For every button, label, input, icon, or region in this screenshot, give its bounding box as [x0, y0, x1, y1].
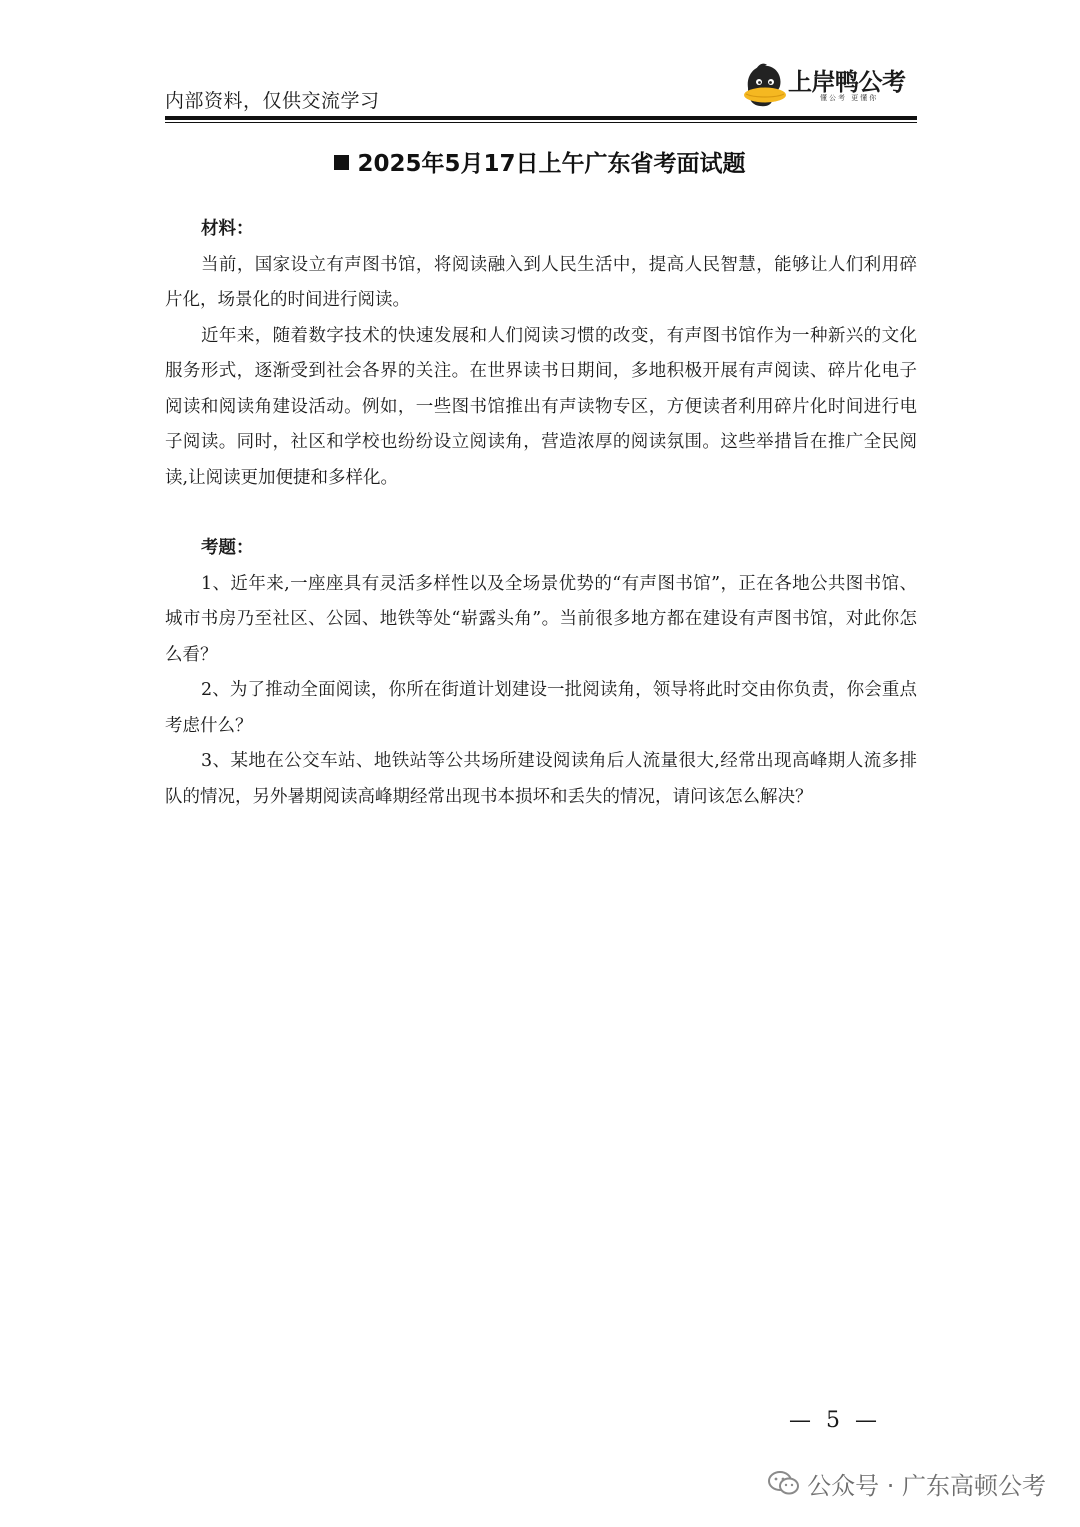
- page-title: [0, 145, 1080, 178]
- page-title-text: 2025年5月17日上午广东省考面试题: [357, 151, 746, 177]
- question-item: 1、近年来,一座座具有灵活多样性以及全场景优势的“有声图书馆”，正在各地公共图书馆、城市书房乃至社区、公园、地铁等处“崭露头角”。当前很多地方都在建设有声图书馆，对此你怎么看？: [165, 573, 917, 665]
- question-item: 3、某地在公交车站、地铁站等公共场所建设阅读角后人流量很大,经常出现高峰期人流多排队的情况，另外暑期阅读高峰期经常出现书本损坏和丢失的情况，请问该怎么解决？: [165, 751, 917, 807]
- header-note: 内部资料，仅供交流学习: [165, 90, 380, 112]
- document-body: [165, 212, 917, 815]
- material-label: 材料：: [201, 219, 254, 239]
- questions-label: 考题：: [201, 538, 254, 558]
- section-gap: [165, 496, 917, 531]
- watermark-text: 公众号 · 广东高顿公考: [807, 1471, 1046, 1500]
- wechat-icon: [767, 1469, 801, 1497]
- question-item: 2、为了推动全面阅读，你所在街道计划建设一批阅读角，领导将此时交由你负责，你会重点考虑什么？: [165, 680, 917, 736]
- logo-name: 上岸鸭公考: [788, 68, 906, 96]
- brand-logo: [742, 60, 917, 108]
- header-rule-thin: [165, 122, 917, 123]
- watermark: [767, 1465, 1046, 1501]
- square-bullet-icon: [334, 155, 349, 170]
- header-rule-thick: [165, 116, 917, 120]
- logo-slogan: 懂公考 更懂你: [820, 94, 879, 102]
- duck-icon: [742, 60, 788, 108]
- page-number: — 5 —: [789, 1408, 881, 1433]
- material-paragraph: 当前，国家设立有声图书馆，将阅读融入到人民生活中，提高人民智慧，能够让人们利用碎片化，场景化的时间进行阅读。: [165, 254, 917, 310]
- material-paragraph: 近年来，随着数字技术的快速发展和人们阅读习惯的改变，有声图书馆作为一种新兴的文化服务形式，逐渐受到社会各界的关注。在世界读书日期间，多地积极开展有声阅读、碎片化电子阅读和阅读角建设活动。例如，一些图书馆推出有声读物专区，方便读者利用碎片化时间进行电子阅读。同时，社区和学校也纷纷设立阅读角，营造浓厚的阅读氛围。这些举措旨在推广全民阅读,让阅读更加便捷和多样化。: [165, 325, 917, 488]
